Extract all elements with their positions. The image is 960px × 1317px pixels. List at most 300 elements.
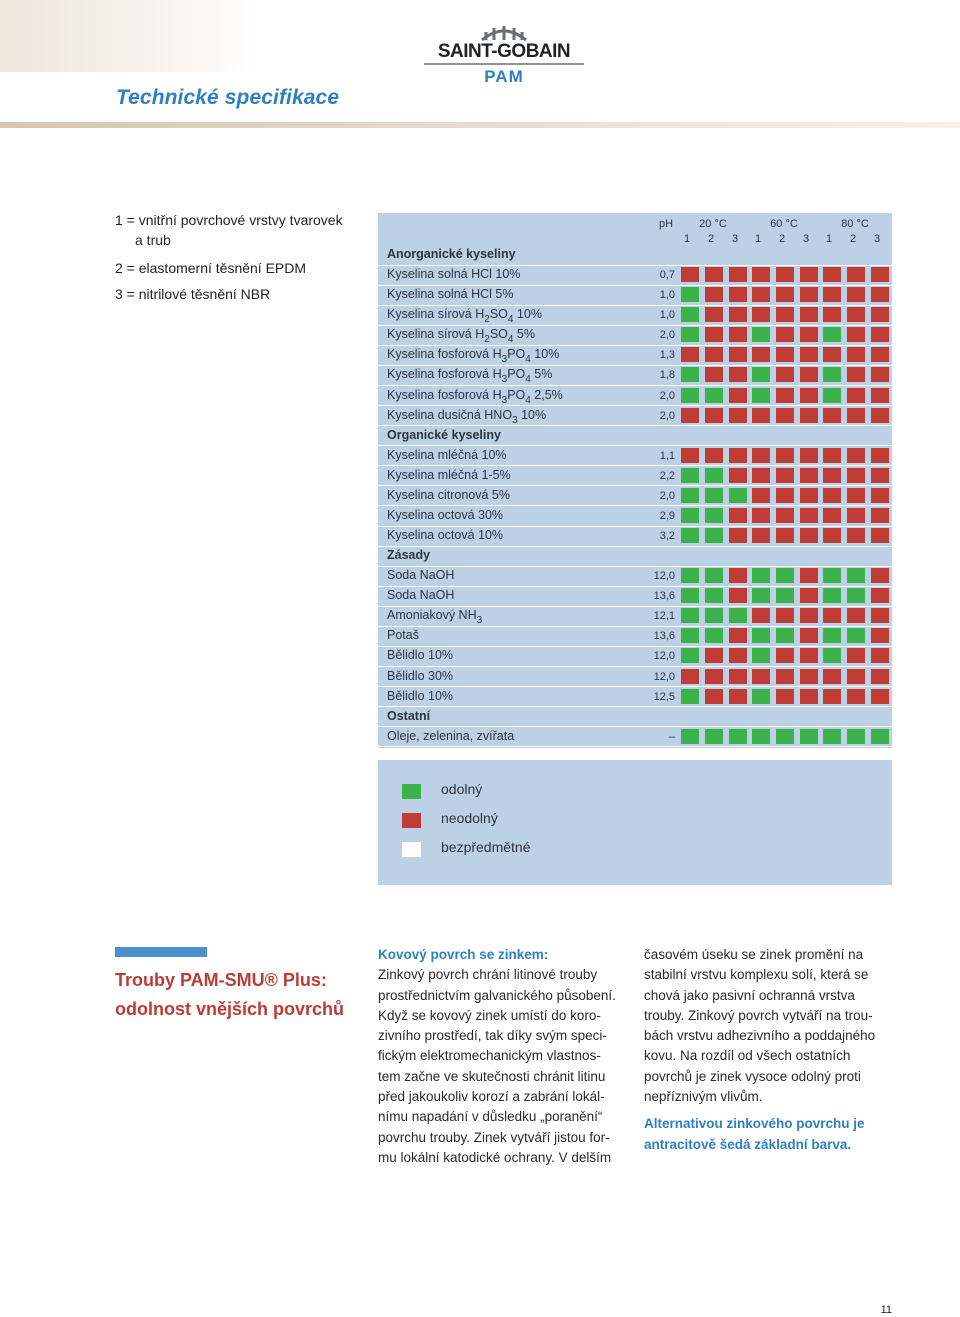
non-resistant-cell — [681, 669, 699, 684]
non-resistant-cell — [823, 488, 841, 503]
non-resistant-cell — [705, 367, 723, 382]
row-label — [387, 307, 542, 325]
resistant-cell — [681, 528, 699, 543]
ph-value: – — [668, 730, 675, 743]
non-resistant-cell — [871, 367, 889, 382]
non-resistant-cell — [800, 669, 818, 684]
non-resistant-cell — [729, 568, 747, 583]
ph-value: 13,6 — [653, 630, 675, 643]
ph-value: 2,9 — [659, 509, 675, 522]
resistant-cell — [847, 588, 865, 603]
ph-value: 3,2 — [659, 530, 675, 542]
label-subscript: 2 — [484, 334, 490, 346]
non-resistant-cell — [800, 327, 818, 342]
label-part: 5% — [513, 327, 535, 342]
non-resistant-cell — [847, 408, 865, 423]
non-resistant-cell — [729, 648, 747, 663]
non-resistant-cell — [823, 528, 841, 543]
body-text-line: bách vrstvu adhezivního a poddajného — [644, 1028, 876, 1044]
ph-value: 12,0 — [653, 670, 675, 683]
legend-note-2: 2 = elastomerní těsnění EPDM — [115, 260, 307, 276]
resistant-cell — [681, 568, 699, 583]
non-resistant-cell — [871, 448, 889, 463]
non-resistant-cell — [800, 528, 818, 543]
label-part: PO — [507, 347, 526, 362]
non-resistant-cell — [752, 287, 770, 302]
resistant-cell — [705, 488, 723, 503]
label-part: PO — [507, 367, 526, 382]
row-label: Potaš — [387, 628, 419, 643]
non-resistant-cell — [729, 267, 747, 282]
section-accent-bar — [115, 947, 207, 957]
non-resistant-cell — [800, 388, 818, 403]
non-resistant-cell — [871, 488, 889, 503]
row-label: Kyselina citronová 5% — [387, 487, 510, 502]
resistant-cell — [705, 729, 723, 744]
page-number: 11 — [880, 1304, 892, 1316]
non-resistant-cell — [729, 367, 747, 382]
table-row — [378, 446, 892, 466]
section-label: Organické kyseliny — [387, 427, 501, 442]
label-subscript: 2 — [484, 314, 490, 326]
label-part: SO — [489, 307, 508, 322]
body-text-line: nímu napadání v důsledku „poranění“ — [378, 1109, 603, 1125]
non-resistant-cell — [752, 669, 770, 684]
non-resistant-cell — [847, 648, 865, 663]
resistant-cell — [823, 327, 841, 342]
resistant-cell — [681, 468, 699, 483]
legend-note-1: 1 = vnitřní povrchové vrstvy tvarovek — [115, 212, 343, 228]
ph-value: 12,0 — [653, 650, 675, 663]
non-resistant-cell — [752, 528, 770, 543]
resistant-cell — [823, 648, 841, 663]
non-resistant-cell — [847, 508, 865, 523]
non-resistant-cell — [823, 448, 841, 463]
ph-value: 12,1 — [653, 610, 675, 623]
table-row — [378, 466, 892, 486]
sub-col-header: 2 — [707, 233, 715, 245]
body-text-line: Zinkový povrch chrání litinové trouby — [378, 967, 598, 983]
non-resistant-cell — [800, 568, 818, 583]
resistant-cell — [729, 729, 747, 744]
resistant-cell — [681, 729, 699, 744]
non-resistant-cell — [823, 408, 841, 423]
table-row — [378, 646, 892, 666]
non-resistant-cell — [776, 287, 794, 302]
table-row — [378, 325, 892, 345]
body-column-1 — [378, 945, 636, 1168]
non-resistant-cell — [871, 267, 889, 282]
section-title-line-2: odolnost vnějších povrchů — [115, 999, 345, 1019]
resistant-cell — [847, 568, 865, 583]
non-resistant-cell — [776, 267, 794, 282]
non-resistant-cell — [871, 608, 889, 623]
sub-col-header: 2 — [849, 233, 857, 245]
temp-header: 60 °C — [770, 218, 798, 230]
non-resistant-cell — [800, 628, 818, 643]
non-resistant-cell — [705, 287, 723, 302]
label-subscript: 4 — [525, 394, 531, 406]
non-resistant-cell — [871, 568, 889, 583]
ph-value: 2,0 — [659, 409, 675, 422]
non-resistant-cell — [752, 267, 770, 282]
resistant-cell — [681, 628, 699, 643]
label-part: Kyselina sírová H — [387, 327, 485, 342]
resistant-cell — [681, 327, 699, 342]
non-resistant-cell — [823, 267, 841, 282]
non-resistant-cell — [871, 408, 889, 423]
table-row — [378, 566, 892, 586]
resistant-cell — [776, 588, 794, 603]
non-resistant-cell — [847, 287, 865, 302]
resistant-cell — [752, 628, 770, 643]
non-resistant-cell — [752, 347, 770, 362]
body-text-line: časovém úseku se zinek promění na — [644, 947, 864, 962]
ph-value: 1,8 — [659, 369, 675, 382]
resistant-cell — [776, 568, 794, 583]
table-row — [378, 606, 892, 626]
non-resistant-cell — [776, 388, 794, 403]
non-resistant-cell — [752, 488, 770, 503]
non-resistant-cell — [729, 508, 747, 523]
label-part: 2,5% — [530, 387, 563, 402]
ph-value: 12,5 — [653, 690, 675, 703]
label-part: SO — [489, 327, 508, 342]
non-resistant-cell — [800, 689, 818, 704]
body-text-line: mu lokální katodické ochrany. V delším — [378, 1149, 612, 1165]
non-resistant-cell — [729, 327, 747, 342]
table-section-row — [378, 546, 892, 566]
body-text-line: povrchu trouby. Zinek vytváří jistou for- — [378, 1129, 610, 1145]
non-resistant-cell — [847, 689, 865, 704]
table-section-row — [378, 426, 892, 446]
table-row — [378, 526, 892, 546]
ph-value: 12,0 — [653, 570, 675, 583]
non-resistant-cell — [705, 267, 723, 282]
label-subscript: 4 — [525, 374, 531, 386]
sub-col-header: 3 — [802, 233, 810, 245]
row-label: Kyselina octová 10% — [387, 528, 504, 542]
body-text-line: zivního prostředí, tak díky svým speci- — [378, 1028, 607, 1044]
label-subscript: 4 — [507, 314, 514, 326]
resistant-cell — [705, 588, 723, 603]
label-subscript: 3 — [512, 414, 518, 426]
non-resistant-cell — [800, 408, 818, 423]
non-resistant-cell — [776, 327, 794, 342]
body-text-line: chová jako pasivní ochranná vrstva — [644, 987, 855, 1003]
ph-value: 2,0 — [659, 489, 675, 502]
row-label — [387, 347, 559, 365]
non-resistant-cell — [729, 689, 747, 704]
non-resistant-cell — [871, 508, 889, 523]
resistant-cell — [752, 729, 770, 744]
resistant-cell — [681, 388, 699, 403]
row-label: Kyselina octová 30% — [387, 507, 504, 522]
non-resistant-cell — [871, 648, 889, 663]
resistant-cell — [705, 608, 723, 623]
table-row — [378, 586, 892, 606]
row-label: Soda NaOH — [387, 588, 455, 603]
non-resistant-cell — [823, 468, 841, 483]
resistant-cell — [681, 488, 699, 503]
body-text-line: povrchů je zinek vysoce odolný proti — [644, 1068, 861, 1084]
non-resistant-cell — [800, 608, 818, 623]
resistant-cell — [823, 729, 841, 744]
ph-value: 0,7 — [659, 269, 675, 282]
color-key-panel — [378, 760, 892, 885]
non-resistant-cell — [705, 307, 723, 322]
resistant-cell — [681, 648, 699, 663]
resistant-cell — [752, 388, 770, 403]
non-resistant-cell — [800, 508, 818, 523]
ph-value: 1,3 — [659, 349, 675, 362]
table-row — [378, 285, 892, 305]
non-resistant-cell — [871, 528, 889, 543]
non-resistant-cell — [705, 669, 723, 684]
resistant-cell — [705, 508, 723, 523]
non-resistant-cell — [729, 468, 747, 483]
label-part: Kyselina fosforová H — [387, 347, 502, 362]
table-row — [378, 305, 892, 325]
non-resistant-cell — [705, 408, 723, 423]
non-resistant-cell — [847, 327, 865, 342]
non-resistant-cell — [800, 648, 818, 663]
non-resistant-cell — [776, 307, 794, 322]
non-resistant-cell — [681, 347, 699, 362]
label-part: 10% — [517, 407, 547, 422]
resistant-cell — [776, 729, 794, 744]
resistant-cell — [752, 588, 770, 603]
row-label: Bělidlo 10% — [387, 648, 454, 663]
label-part: PO — [507, 387, 526, 402]
resistant-cell — [847, 729, 865, 744]
row-label — [387, 388, 563, 406]
body-text-line: stabilní vrstvu komplexu solí, která se — [644, 967, 869, 983]
table-row — [378, 365, 892, 385]
non-resistant-cell — [752, 608, 770, 623]
non-resistant-cell — [800, 448, 818, 463]
row-label — [387, 327, 535, 345]
row-label — [387, 608, 482, 626]
non-resistant-cell — [871, 388, 889, 403]
sub-col-header: 3 — [731, 233, 739, 245]
sub-col-header: 1 — [754, 233, 762, 245]
highlight-text-line: antracitově šedá základní barva. — [644, 1136, 852, 1152]
row-label: Bělidlo 10% — [387, 688, 454, 703]
non-resistant-cell — [847, 608, 865, 623]
key-swatch-red — [402, 813, 421, 828]
sub-col-header: 1 — [825, 233, 833, 245]
non-resistant-cell — [752, 468, 770, 483]
non-resistant-cell — [800, 488, 818, 503]
col1-heading: Kovový povrch se zinkem: — [378, 947, 549, 962]
non-resistant-cell — [776, 689, 794, 704]
table-row — [378, 626, 892, 646]
non-resistant-cell — [847, 488, 865, 503]
label-part: Kyselina fosforová H — [387, 367, 502, 382]
non-resistant-cell — [871, 689, 889, 704]
non-resistant-cell — [776, 448, 794, 463]
label-part: Kyselina dusičná HNO — [387, 407, 513, 422]
body-text-line: nepříznivým vlivům. — [644, 1089, 763, 1105]
row-label: Kyselina mléčná 1-5% — [387, 467, 511, 482]
resistant-cell — [776, 628, 794, 643]
resistant-cell — [705, 468, 723, 483]
header-divider — [0, 122, 960, 128]
row-label — [387, 367, 552, 385]
table-row — [378, 687, 892, 707]
body-text-line: Když se kovový zinek umístí do koro- — [378, 1007, 601, 1023]
row-label — [387, 408, 546, 426]
non-resistant-cell — [776, 347, 794, 362]
non-resistant-cell — [776, 669, 794, 684]
non-resistant-cell — [800, 588, 818, 603]
non-resistant-cell — [729, 628, 747, 643]
label-subscript: 3 — [501, 394, 508, 406]
section-title-line-1: Trouby PAM-SMU® Plus: — [115, 970, 327, 990]
ph-header: pH — [658, 218, 674, 230]
resistant-cell — [823, 367, 841, 382]
non-resistant-cell — [729, 307, 747, 322]
non-resistant-cell — [776, 367, 794, 382]
non-resistant-cell — [776, 508, 794, 523]
body-text-line: trouby. Zinkový povrch vytváří na trou- — [644, 1007, 873, 1023]
section-label: Ostatní — [387, 708, 431, 723]
non-resistant-cell — [871, 347, 889, 362]
row-label: Kyselina mléčná 10% — [387, 447, 507, 462]
label-part: 5% — [530, 367, 553, 382]
non-resistant-cell — [752, 508, 770, 523]
label-part: 10% — [513, 307, 542, 322]
table-section-row — [378, 707, 892, 727]
label-subscript: 3 — [476, 615, 483, 627]
resistant-cell — [729, 608, 747, 623]
non-resistant-cell — [752, 448, 770, 463]
non-resistant-cell — [729, 588, 747, 603]
chemical-resistance-table — [378, 213, 892, 748]
body-text-line: fickým elektromechanickým vlastnos- — [378, 1048, 601, 1064]
non-resistant-cell — [823, 508, 841, 523]
non-resistant-cell — [800, 347, 818, 362]
non-resistant-cell — [729, 287, 747, 302]
non-resistant-cell — [823, 347, 841, 362]
label-part: 10% — [530, 347, 560, 362]
non-resistant-cell — [847, 528, 865, 543]
section-label: Zásady — [387, 548, 431, 563]
non-resistant-cell — [729, 448, 747, 463]
body-text-line: před jakoukoliv korozí a zabrání lokál- — [378, 1089, 605, 1105]
non-resistant-cell — [847, 669, 865, 684]
non-resistant-cell — [847, 468, 865, 483]
table-row — [378, 667, 892, 687]
non-resistant-cell — [871, 669, 889, 684]
resistant-cell — [681, 588, 699, 603]
non-resistant-cell — [800, 287, 818, 302]
non-resistant-cell — [705, 347, 723, 362]
non-resistant-cell — [823, 608, 841, 623]
non-resistant-cell — [729, 669, 747, 684]
non-resistant-cell — [729, 388, 747, 403]
row-label: Kyselina solná HCl 5% — [387, 287, 514, 302]
logo-pam-text: PAM — [484, 67, 524, 86]
resistant-cell — [752, 568, 770, 583]
body-text-line: prostřednictvím galvanického působení. — [378, 987, 616, 1003]
non-resistant-cell — [871, 327, 889, 342]
body-column-2 — [644, 945, 902, 1155]
key-irrelevant: bezpředmětné — [441, 839, 531, 855]
label-part: Kyselina fosforová H — [387, 387, 502, 402]
non-resistant-cell — [776, 648, 794, 663]
resistant-cell — [752, 689, 770, 704]
key-swatch-green — [402, 784, 421, 799]
temp-header: 80 °C — [841, 218, 869, 230]
non-resistant-cell — [871, 307, 889, 322]
ph-value: 1,1 — [659, 449, 675, 462]
table-row — [378, 386, 892, 406]
resistant-cell — [823, 588, 841, 603]
ph-value: 2,0 — [659, 389, 675, 402]
resistant-cell — [705, 628, 723, 643]
label-subscript: 4 — [525, 354, 531, 366]
section-title — [115, 966, 365, 1024]
non-resistant-cell — [729, 528, 747, 543]
non-resistant-cell — [705, 689, 723, 704]
non-resistant-cell — [705, 648, 723, 663]
resistant-cell — [681, 307, 699, 322]
ph-value: 2,2 — [659, 469, 675, 482]
resistant-cell — [681, 608, 699, 623]
resistant-cell — [752, 367, 770, 382]
resistant-cell — [752, 327, 770, 342]
table-row — [378, 486, 892, 506]
non-resistant-cell — [823, 307, 841, 322]
non-resistant-cell — [752, 408, 770, 423]
non-resistant-cell — [705, 448, 723, 463]
key-swatch-white — [402, 842, 421, 857]
resistant-cell — [752, 648, 770, 663]
label-subscript: 4 — [507, 334, 514, 346]
resistant-cell — [823, 628, 841, 643]
resistant-cell — [681, 689, 699, 704]
resistant-cell — [823, 388, 841, 403]
non-resistant-cell — [681, 267, 699, 282]
resistant-cell — [681, 508, 699, 523]
non-resistant-cell — [705, 327, 723, 342]
resistant-cell — [681, 367, 699, 382]
non-resistant-cell — [776, 608, 794, 623]
resistant-cell — [705, 568, 723, 583]
ph-value: 1,0 — [659, 289, 675, 302]
section-label: Anorganické kyseliny — [387, 247, 516, 261]
non-resistant-cell — [800, 367, 818, 382]
non-resistant-cell — [729, 408, 747, 423]
header-gradient — [0, 0, 255, 72]
non-resistant-cell — [871, 287, 889, 302]
resistant-cell — [705, 528, 723, 543]
row-label: Soda NaOH — [387, 568, 455, 583]
non-resistant-cell — [776, 408, 794, 423]
non-resistant-cell — [847, 267, 865, 282]
label-subscript: 3 — [501, 374, 508, 386]
table-row — [378, 727, 892, 747]
row-separator — [378, 746, 892, 747]
table-row — [378, 506, 892, 526]
non-resistant-cell — [823, 689, 841, 704]
non-resistant-cell — [800, 307, 818, 322]
label-subscript: 3 — [501, 354, 508, 366]
non-resistant-cell — [823, 287, 841, 302]
non-resistant-cell — [776, 528, 794, 543]
